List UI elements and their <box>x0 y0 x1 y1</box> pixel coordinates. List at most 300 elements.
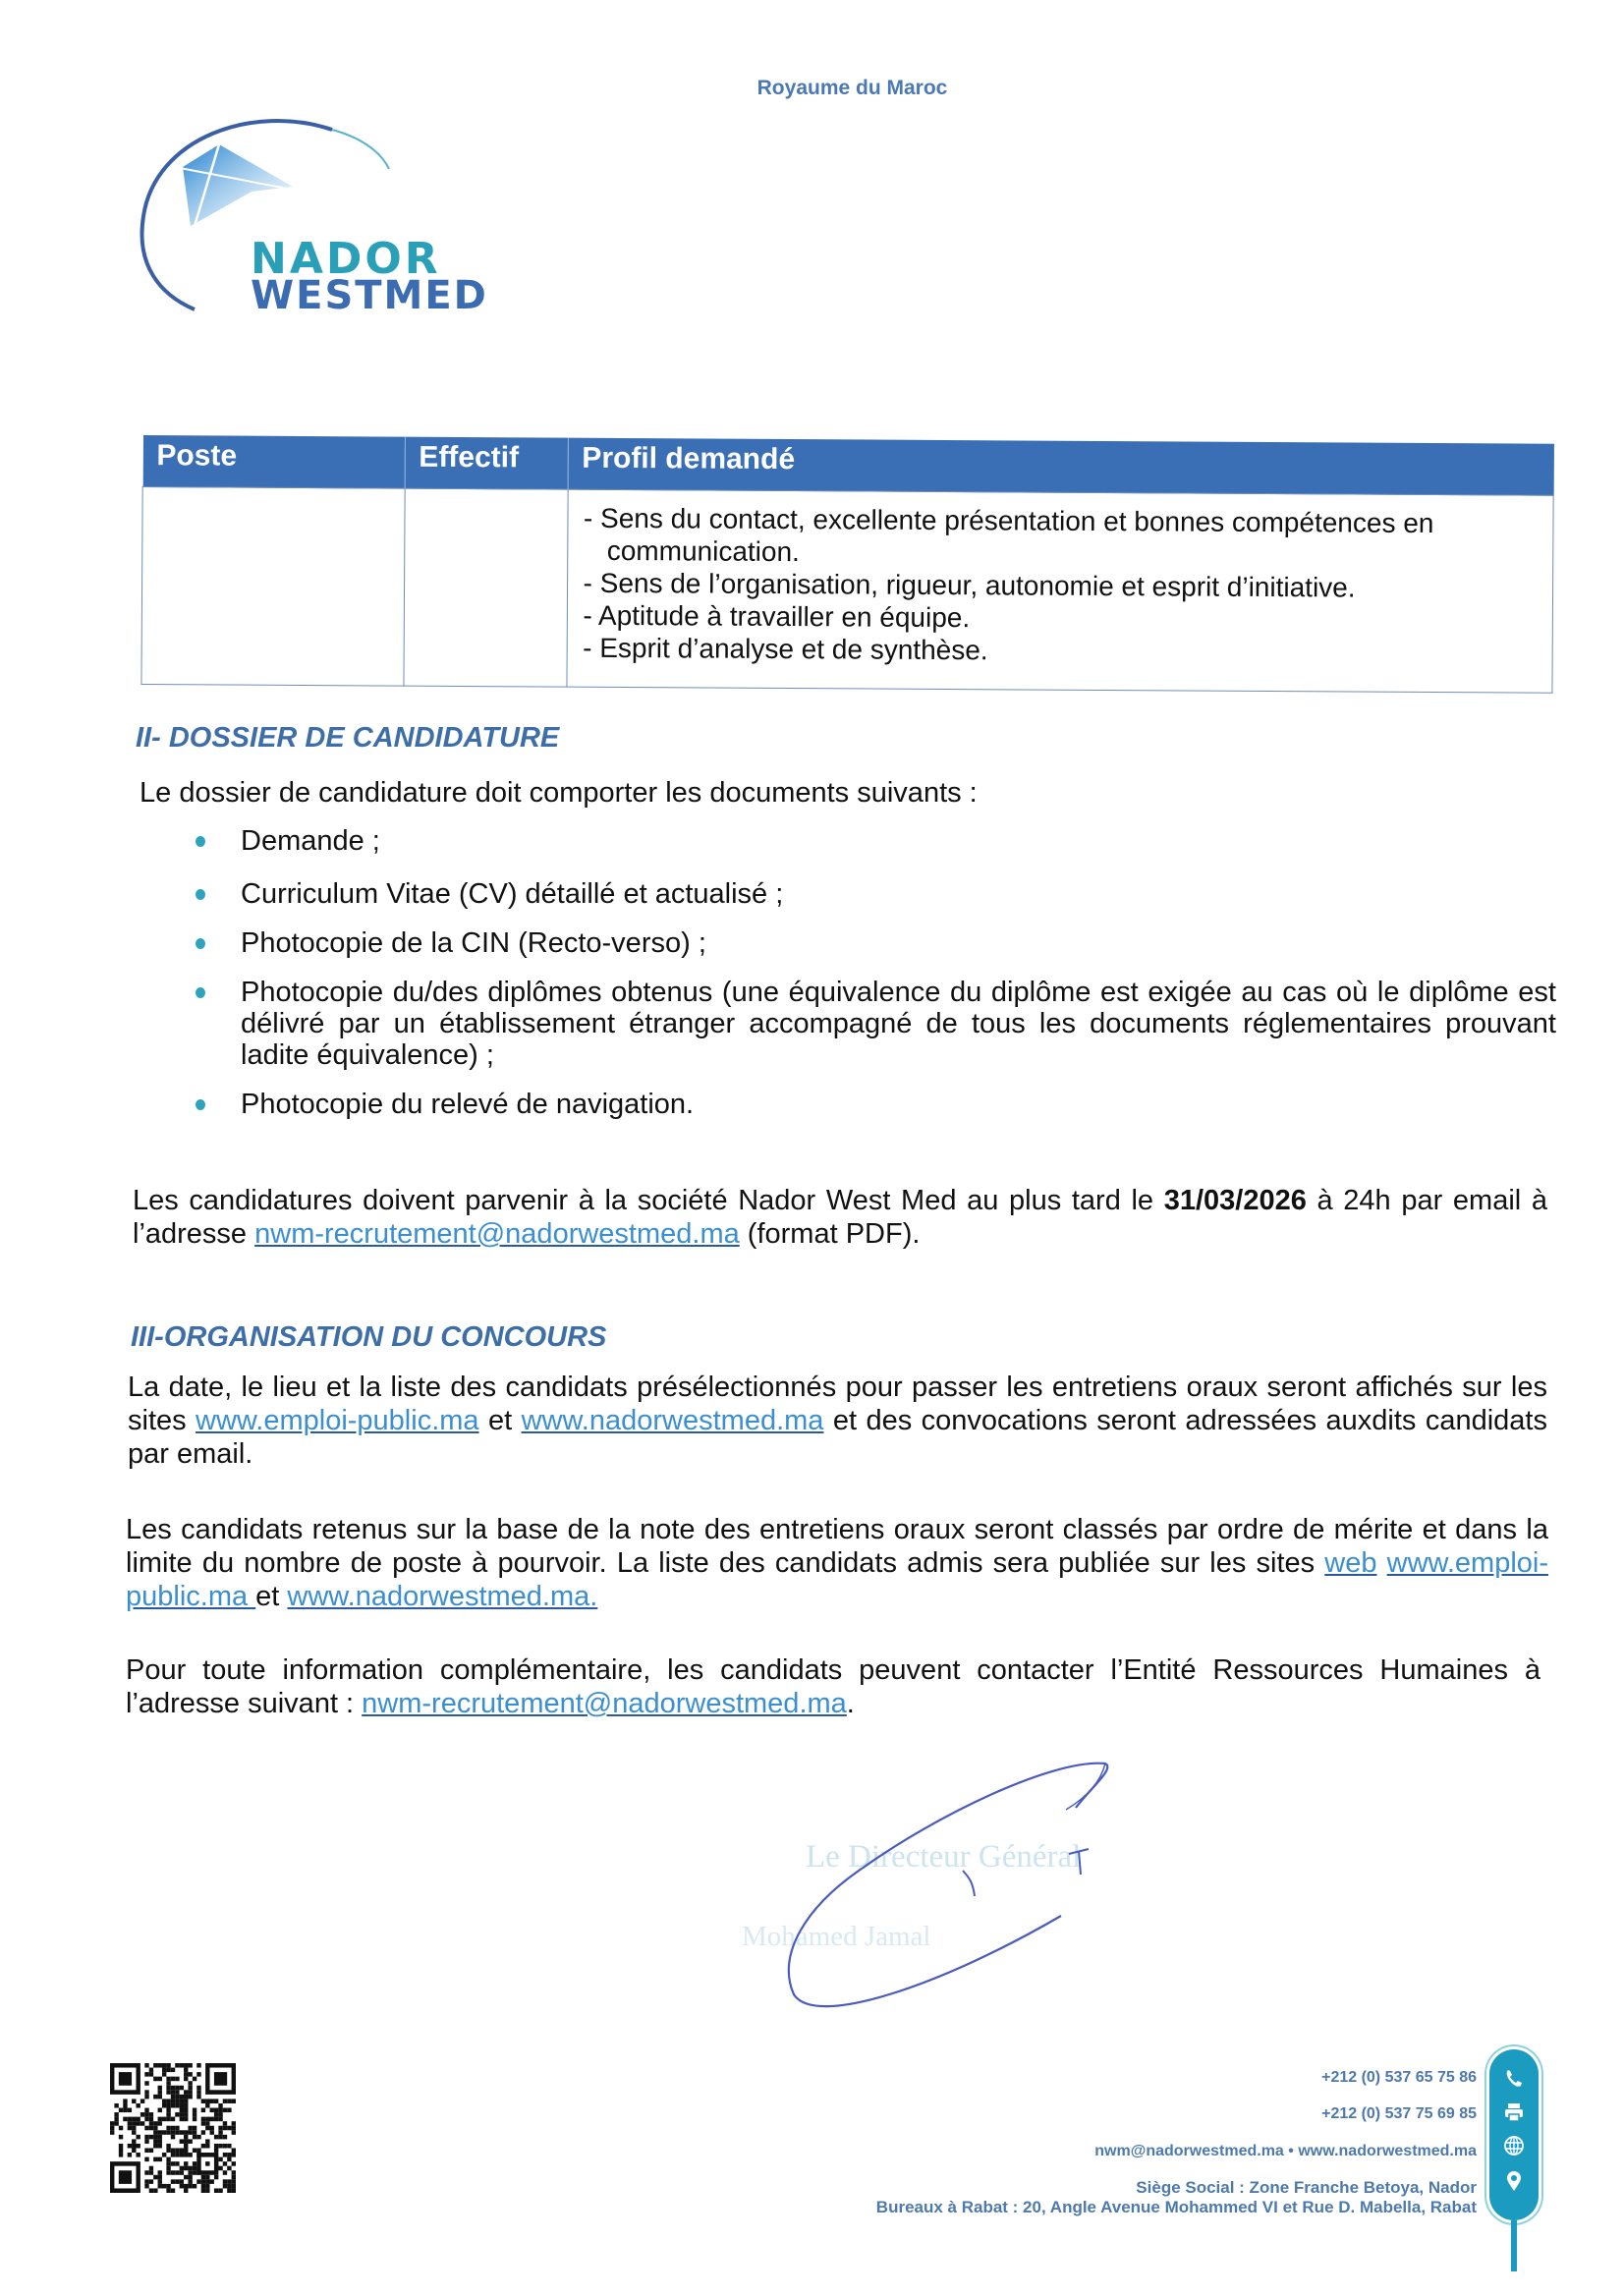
qr-module <box>119 2135 123 2140</box>
qr-module <box>144 2148 148 2153</box>
qr-module <box>180 2108 184 2113</box>
qr-module <box>175 2130 179 2135</box>
qr-module <box>196 2072 200 2077</box>
organisation-paragraph-2 <box>126 1513 1548 1613</box>
qr-module <box>128 2121 132 2126</box>
qr-module <box>193 2170 196 2175</box>
handwritten-signature-icon <box>727 1749 1179 2044</box>
qr-module <box>166 2161 170 2166</box>
qr-module <box>218 2103 222 2108</box>
table-header-row <box>142 435 1553 495</box>
cell-poste <box>141 487 405 687</box>
paragraph-text: et <box>478 1405 522 1436</box>
qr-module <box>158 2117 162 2122</box>
qr-module <box>166 2112 170 2117</box>
qr-module <box>223 2153 227 2157</box>
profil-item: - Sens de l’organisation, rigueur, autonomie et esprit d’initiative. <box>583 567 1539 605</box>
qr-module <box>214 2117 218 2122</box>
qr-module <box>175 2077 179 2082</box>
qr-module <box>180 2117 184 2122</box>
footer-bureaux: Bureaux à Rabat : 20, Angle Avenue Mohammed VI et Rue D. Mabella, Rabat <box>875 2198 1477 2216</box>
paragraph-text: et des convocations seront adressées auxdits candidats par email. <box>128 1405 1547 1470</box>
recruitment-email-link[interactable]: nwm-recrutement@nadorwestmed.ma <box>254 1218 740 1250</box>
qr-module <box>162 2103 166 2108</box>
qr-module <box>223 2144 227 2149</box>
qr-module <box>193 2126 196 2131</box>
qr-module <box>158 2121 162 2126</box>
qr-module <box>184 2135 188 2140</box>
qr-module <box>140 2121 144 2126</box>
organisation-paragraph-1 <box>128 1371 1547 1471</box>
qr-module <box>193 2184 196 2189</box>
qr-module <box>180 2179 184 2184</box>
deadline-text: à 24h par email à l’adresse <box>133 1185 1547 1250</box>
qr-module <box>162 2068 166 2073</box>
qr-module <box>128 2144 132 2149</box>
qr-module <box>158 2179 162 2184</box>
qr-module <box>184 2112 188 2117</box>
qr-module <box>193 2130 196 2135</box>
qr-module <box>144 2090 148 2095</box>
qr-module <box>175 2086 179 2091</box>
qr-module <box>223 2161 227 2166</box>
qr-module <box>232 2099 236 2103</box>
qr-module <box>201 2117 205 2122</box>
qr-module <box>171 2086 175 2091</box>
qr-module <box>119 2148 123 2153</box>
qr-module <box>210 2130 214 2135</box>
qr-module <box>223 2108 227 2113</box>
qr-module <box>144 2179 148 2184</box>
qr-module <box>171 2161 175 2166</box>
qr-module <box>123 2117 127 2122</box>
qr-module <box>223 2179 227 2184</box>
qr-module <box>166 2108 170 2113</box>
qr-module <box>166 2099 170 2103</box>
qr-module <box>158 2144 162 2149</box>
qr-module <box>188 2184 192 2189</box>
qr-module <box>149 2166 153 2171</box>
list-item <box>140 1089 1556 1120</box>
qr-module <box>166 2077 170 2082</box>
qr-module <box>171 2077 175 2082</box>
qr-module <box>175 2126 179 2131</box>
column-header-profil: Profil demandé <box>568 438 1554 496</box>
qr-module <box>196 2090 200 2095</box>
signatory-name: Mohamed Jamal <box>742 1921 931 1952</box>
deadline-text: (format PDF). <box>739 1218 921 1250</box>
qr-module <box>193 2112 196 2117</box>
qr-module <box>188 2166 192 2171</box>
qr-module <box>153 2095 157 2100</box>
qr-module <box>205 2121 209 2126</box>
qr-module <box>184 2095 188 2100</box>
fax-icon <box>1502 2100 1526 2124</box>
qr-module <box>201 2130 205 2135</box>
qr-module <box>153 2175 157 2180</box>
qr-module <box>140 2112 144 2117</box>
qr-module <box>227 2184 231 2189</box>
qr-module <box>149 2170 153 2175</box>
qr-module <box>214 2175 218 2180</box>
organisation-paragraph-3 <box>126 1653 1540 1720</box>
qr-module <box>175 2161 179 2166</box>
qr-module <box>110 2126 114 2131</box>
qr-module <box>144 2170 148 2175</box>
qr-module <box>153 2077 157 2082</box>
qr-module <box>158 2157 162 2162</box>
qr-module <box>171 2099 175 2103</box>
qr-module <box>166 2184 170 2189</box>
qr-module <box>232 2126 236 2131</box>
qr-module <box>218 2144 222 2149</box>
qr-module <box>175 2063 179 2068</box>
qr-module <box>110 2130 114 2135</box>
bullet-icon <box>196 836 205 847</box>
qr-module <box>144 2126 148 2131</box>
qr-module <box>232 2175 236 2180</box>
qr-module <box>153 2144 157 2149</box>
qr-module <box>132 2117 136 2122</box>
qr-module <box>144 2135 148 2140</box>
qr-module <box>188 2179 192 2184</box>
emploi-public-link[interactable]: www.emploi-public.ma <box>196 1405 479 1436</box>
qr-module <box>166 2117 170 2122</box>
table-row <box>141 487 1553 694</box>
list-item <box>140 878 1556 910</box>
paragraph-text: . <box>846 1688 855 1719</box>
qr-module <box>180 2170 184 2175</box>
qr-module <box>158 2130 162 2135</box>
list-item-text: Demande ; <box>241 825 380 857</box>
company-logo <box>136 108 548 319</box>
qr-module <box>232 2148 236 2153</box>
signature-block <box>727 1749 1179 2044</box>
qr-module <box>188 2090 192 2095</box>
qr-module <box>201 2121 205 2126</box>
qr-module <box>227 2126 231 2131</box>
qr-module <box>188 2175 192 2180</box>
qr-module <box>132 2144 136 2149</box>
qr-module <box>214 2112 218 2117</box>
qr-module <box>119 2072 132 2086</box>
bullet-icon <box>196 987 205 998</box>
globe-icon <box>1502 2134 1526 2157</box>
cell-effectif <box>403 488 567 687</box>
qr-module <box>171 2130 175 2135</box>
qr-module <box>180 2166 184 2171</box>
qr-module <box>205 2117 209 2122</box>
qr-module <box>193 2117 196 2122</box>
qr-module <box>171 2090 175 2095</box>
qr-module <box>210 2179 214 2184</box>
bullet-icon <box>196 889 205 900</box>
qr-module <box>201 2099 205 2103</box>
qr-module <box>180 2112 184 2117</box>
qr-module <box>205 2175 209 2180</box>
qr-module <box>140 2099 144 2103</box>
qr-module <box>171 2153 175 2157</box>
qr-module <box>175 2090 179 2095</box>
qr-module <box>144 2117 148 2122</box>
qr-module <box>193 2161 196 2166</box>
footer-phone: +212 (0) 537 65 75 86 <box>1321 2069 1477 2086</box>
qr-module <box>158 2095 162 2100</box>
qr-module <box>188 2072 192 2077</box>
qr-module <box>180 2063 184 2068</box>
qr-module <box>132 2148 136 2153</box>
footer-fax: +212 (0) 537 75 69 85 <box>1321 2105 1477 2122</box>
qr-module <box>184 2148 188 2153</box>
qr-module <box>201 2108 205 2113</box>
footer-website[interactable]: www.nadorwestmed.ma <box>1298 2143 1477 2159</box>
qr-module <box>180 2099 184 2103</box>
profile-table <box>140 435 1554 694</box>
qr-module <box>171 2103 175 2108</box>
qr-module <box>227 2099 231 2103</box>
qr-module <box>132 2130 136 2135</box>
column-header-effectif: Effectif <box>405 437 568 490</box>
qr-module <box>123 2108 127 2113</box>
qr-module <box>205 2161 209 2166</box>
qr-module <box>210 2099 214 2103</box>
qr-module <box>123 2103 127 2108</box>
deadline-date: 31/03/2026 <box>1163 1185 1307 1216</box>
qr-module <box>196 2135 200 2140</box>
qr-module <box>153 2157 157 2162</box>
bullet-icon <box>196 938 205 949</box>
qr-module <box>214 2148 218 2153</box>
qr-module <box>149 2068 153 2073</box>
qr-module <box>188 2095 192 2100</box>
qr-module <box>149 2148 153 2153</box>
qr-module <box>205 2103 209 2108</box>
qr-module <box>184 2117 188 2122</box>
qr-module <box>171 2095 175 2100</box>
qr-module <box>153 2139 157 2144</box>
country-header: Royaume du Maroc <box>756 77 948 99</box>
qr-module <box>132 2139 136 2144</box>
recruitment-email-link[interactable]: nwm-recrutement@nadorwestmed.ma <box>362 1688 847 1719</box>
qr-module <box>171 2188 175 2193</box>
qr-module <box>223 2099 227 2103</box>
location-pin-icon <box>1502 2169 1526 2193</box>
qr-module <box>193 2166 196 2171</box>
qr-module <box>196 2179 200 2184</box>
qr-module <box>132 2099 136 2103</box>
qr-module <box>114 2103 118 2108</box>
paragraph-text: Pour toute information complémentaire, les candidats peuvent contacter l’Entité Ressources Humaines à l’adresse suivant : <box>126 1654 1540 1719</box>
logo-text-westmed: WESTMED <box>251 273 488 318</box>
qr-module <box>188 2081 192 2086</box>
qr-module <box>184 2099 188 2103</box>
qr-module <box>218 2166 222 2171</box>
qr-module <box>175 2170 179 2175</box>
signatory-title: Le Directeur Général <box>806 1839 1082 1875</box>
qr-module <box>119 2108 123 2113</box>
qr-module <box>175 2103 179 2108</box>
qr-module <box>184 2063 188 2068</box>
nadorwestmed-link[interactable]: www.nadorwestmed.ma <box>521 1405 824 1436</box>
qr-module <box>149 2179 153 2184</box>
qr-module <box>218 2130 222 2135</box>
qr-module <box>188 2086 192 2091</box>
qr-module <box>223 2135 227 2140</box>
qr-module <box>175 2148 179 2153</box>
qr-module <box>128 2126 132 2131</box>
qr-module <box>128 2153 132 2157</box>
profil-item: - Sens du contact, excellente présentation et bonnes compétences en communication. <box>584 502 1540 573</box>
qr-module <box>205 2179 209 2184</box>
qr-module <box>214 2072 227 2086</box>
qr-module <box>218 2126 222 2131</box>
document-list <box>140 825 1556 1120</box>
emploi-public-link[interactable]: www.emploi-public.ma <box>126 1547 1549 1612</box>
qr-module <box>188 2126 192 2131</box>
list-item-text: Curriculum Vitae (CV) détaillé et actualisé ; <box>241 878 784 910</box>
qr-module <box>193 2148 196 2153</box>
qr-module <box>158 2139 162 2144</box>
profil-item: - Aptitude à travailler en équipe. <box>583 599 1539 638</box>
qr-module <box>227 2153 231 2157</box>
qr-module <box>136 2153 140 2157</box>
qr-module <box>201 2179 205 2184</box>
qr-module <box>119 2126 123 2131</box>
qr-module <box>175 2179 179 2184</box>
qr-module <box>184 2108 188 2113</box>
section-title-dossier: II- DOSSIER DE CANDIDATURE <box>136 722 560 754</box>
qr-module <box>184 2184 188 2189</box>
nadorwestmed-link[interactable]: www.nadorwestmed.ma. <box>287 1581 598 1612</box>
qr-module <box>132 2121 136 2126</box>
qr-module <box>205 2139 209 2144</box>
qr-module <box>162 2063 166 2068</box>
qr-module <box>158 2175 162 2180</box>
qr-module <box>149 2117 153 2122</box>
qr-module <box>196 2095 200 2100</box>
qr-module <box>175 2112 179 2117</box>
qr-module <box>166 2166 170 2171</box>
qr-module <box>175 2099 179 2103</box>
qr-module <box>201 2184 205 2189</box>
qr-module <box>232 2161 236 2166</box>
qr-module <box>162 2153 166 2157</box>
qr-module <box>214 2135 218 2140</box>
qr-module <box>144 2139 148 2144</box>
qr-module <box>184 2144 188 2149</box>
qr-module <box>210 2117 214 2122</box>
qr-module <box>162 2099 166 2103</box>
web-link[interactable]: web <box>1324 1547 1377 1579</box>
qr-module <box>166 2126 170 2131</box>
qr-module <box>158 2184 162 2189</box>
qr-module <box>180 2130 184 2135</box>
qr-module <box>175 2153 179 2157</box>
qr-module <box>171 2135 175 2140</box>
qr-module <box>223 2121 227 2126</box>
qr-module <box>188 2130 192 2135</box>
qr-module <box>144 2095 148 2100</box>
qr-module <box>166 2068 170 2073</box>
qr-module <box>128 2108 132 2113</box>
qr-module <box>119 2144 123 2149</box>
qr-module <box>223 2184 227 2189</box>
qr-module <box>218 2112 222 2117</box>
qr-module <box>232 2153 236 2157</box>
qr-module <box>227 2188 231 2193</box>
qr-module <box>166 2086 170 2091</box>
qr-module <box>119 2170 132 2184</box>
qr-module <box>171 2179 175 2184</box>
qr-module <box>214 2144 218 2149</box>
qr-module <box>196 2063 200 2068</box>
deadline-text: Les candidatures doivent parvenir à la société Nador West Med au plus tard le <box>133 1185 1164 1216</box>
qr-module <box>188 2170 192 2175</box>
qr-module <box>166 2063 170 2068</box>
qr-module <box>188 2153 192 2157</box>
qr-module <box>166 2170 170 2175</box>
qr-module <box>184 2153 188 2157</box>
qr-module <box>153 2121 157 2126</box>
qr-module <box>184 2077 188 2082</box>
qr-module <box>123 2099 127 2103</box>
qr-module <box>205 2126 209 2131</box>
bullet-icon <box>196 1099 205 1110</box>
qr-module <box>205 2188 209 2193</box>
qr-module <box>180 2153 184 2157</box>
qr-module <box>193 2077 196 2082</box>
qr-module <box>218 2117 222 2122</box>
qr-module <box>171 2126 175 2131</box>
qr-module <box>214 2108 218 2113</box>
qr-module <box>227 2179 231 2184</box>
qr-module <box>144 2081 148 2086</box>
qr-module <box>196 2086 200 2091</box>
footer-email[interactable]: nwm@nadorwestmed.ma <box>1094 2143 1284 2159</box>
qr-module <box>144 2063 148 2068</box>
qr-module <box>158 2063 162 2068</box>
qr-module <box>180 2148 184 2153</box>
qr-module <box>171 2148 175 2153</box>
column-header-poste: Poste <box>142 435 405 488</box>
list-item-text: Photocopie du relevé de navigation. <box>241 1089 695 1120</box>
qr-module <box>136 2144 140 2149</box>
qr-module <box>232 2121 236 2126</box>
qr-module <box>136 2103 140 2108</box>
logo-text-nador: NADOR <box>251 234 441 284</box>
qr-module <box>158 2086 162 2091</box>
qr-module <box>132 2126 136 2131</box>
qr-module <box>218 2135 222 2140</box>
qr-module <box>166 2188 170 2193</box>
qr-module <box>227 2108 231 2113</box>
qr-module <box>180 2139 184 2144</box>
section-title-organisation: III-ORGANISATION DU CONCOURS <box>131 1321 607 1353</box>
contact-icon-bar <box>1489 2049 1539 2220</box>
qr-module <box>114 2112 118 2117</box>
qr-module <box>158 2108 162 2113</box>
qr-module <box>184 2072 188 2077</box>
qr-module <box>227 2144 231 2149</box>
qr-module <box>144 2184 148 2189</box>
qr-module <box>201 2175 205 2180</box>
qr-module <box>201 2144 205 2149</box>
qr-module <box>144 2108 148 2113</box>
qr-module <box>153 2135 157 2140</box>
qr-module <box>149 2126 153 2131</box>
qr-module <box>171 2068 175 2073</box>
qr-module <box>162 2072 166 2077</box>
